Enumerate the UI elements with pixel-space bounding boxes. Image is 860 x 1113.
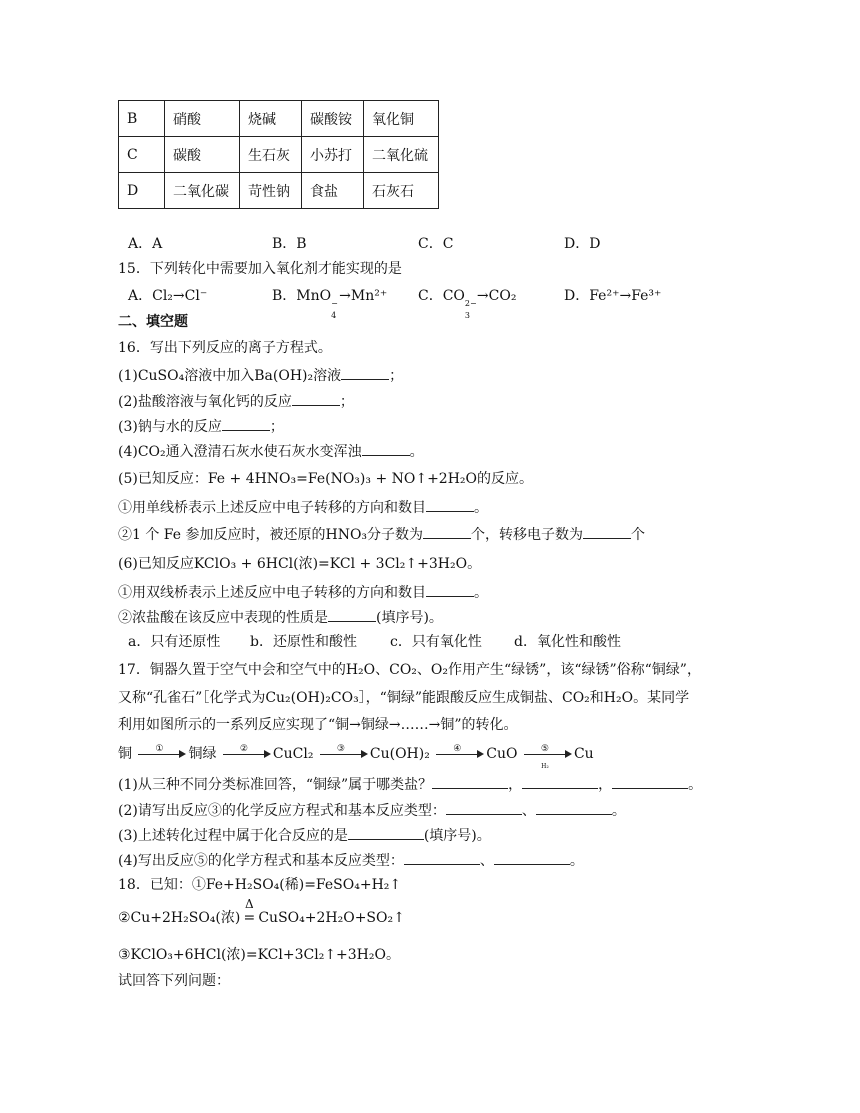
options-table — [118, 100, 439, 209]
q16-part6-2: ②浓盐酸在该反应中表现的性质是 (填序号)。 — [118, 607, 443, 628]
table-cell: 石灰石 — [364, 173, 439, 209]
choice-a: a．只有还原性 — [128, 634, 221, 650]
q16-part5-2: ②1 个 Fe 参加反应时，被还原的HNO₃分子数为 个，转移电子数为 个 — [118, 524, 645, 545]
q15-option-c: C．CO 2− 3 →CO₂ — [418, 288, 517, 320]
table-row — [119, 101, 439, 137]
table-cell: 生石灰 — [240, 137, 302, 173]
q16-part5-1: ①用单线桥表示上述反应中电子转移的方向和数目 。 — [118, 497, 488, 518]
answer-blank[interactable] — [341, 365, 389, 380]
answer-blank[interactable] — [446, 800, 522, 815]
table-cell: 氧化铜 — [364, 101, 439, 137]
answer-blank[interactable] — [328, 607, 376, 622]
q18-line2: ②Cu+2H₂SO₄(浓) Δ = CuSO₄+2H₂O+SO₂↑ — [118, 897, 405, 926]
table-cell: 二氧化碳 — [165, 173, 240, 209]
q15-option-a: A．Cl₂→Cl⁻ — [128, 288, 208, 304]
q17-line3: 利用如图所示的一系列反应实现了“铜→铜绿→……→铜”的转化。 — [118, 717, 518, 733]
answer-blank[interactable] — [583, 524, 631, 539]
q16-part4: (4)CO₂通入澄清石灰水使石灰水变浑浊 。 — [118, 441, 424, 462]
q17-line2: 又称“孔雀石”［化学式为Cu₂(OH)₂CO₃］，“铜绿”能跟酸反应生成铜盐、CO₂和H₂O。某同学 — [118, 690, 690, 706]
table-cell: B — [119, 101, 165, 137]
q17-part1: (1)从三种不同分类标准回答，“铜绿”属于哪类盐？ ， ， 。 — [118, 774, 702, 795]
q17-part2: (2)请写出反应③的化学反应方程式和基本反应类型： 、 。 — [118, 800, 626, 821]
answer-blank[interactable] — [522, 774, 598, 789]
answer-blank[interactable] — [423, 524, 471, 539]
answer-blank[interactable] — [348, 825, 424, 840]
q18-line4: 试回答下列问题： — [118, 973, 230, 989]
reaction-arrow: ① — [138, 748, 186, 760]
answer-blank[interactable] — [426, 582, 474, 597]
q15-option-b: B．MnO − 4 →Mn²⁺ — [272, 288, 388, 320]
answer-blank[interactable] — [222, 416, 270, 431]
table-cell: 苛性钠 — [240, 173, 302, 209]
reaction-arrow: ③ — [320, 748, 368, 760]
choice-c: c．只有氧化性 — [390, 634, 482, 650]
option-d: D．D — [564, 236, 601, 252]
q16-part1: (1)CuSO₄溶液中加入Ba(OH)₂溶液 ； — [118, 365, 403, 386]
choice-d: d．氧化性和酸性 — [514, 634, 621, 650]
reaction-arrow: ④ — [436, 748, 484, 760]
choice-b: b．还原性和酸性 — [250, 634, 357, 650]
answer-blank[interactable] — [536, 800, 612, 815]
answer-blank[interactable] — [494, 850, 570, 865]
reaction-arrow: ⑤ H₂ — [524, 748, 572, 760]
q17-part3: (3)上述转化过程中属于化合反应的是 (填序号)。 — [118, 825, 491, 846]
q16-stem: 16．写出下列反应的离子方程式。 — [118, 340, 332, 356]
table-cell: D — [119, 173, 165, 209]
table-cell: 食盐 — [302, 173, 364, 209]
option-a: A．A — [128, 236, 163, 252]
q17-line1: 17．铜器久置于空气中会和空气中的H₂O、CO₂、O₂作用产生“绿锈”，该“绿锈”俗称“铜绿”， — [118, 662, 701, 678]
q18-line3: ③KClO₃+6HCl(浓)=KCl+3Cl₂↑+3H₂O。 — [118, 947, 400, 963]
q15-option-d: D．Fe²⁺→Fe³⁺ — [564, 288, 662, 304]
table-cell: 硝酸 — [165, 101, 240, 137]
q16-part6-1: ①用双线桥表示上述反应中电子转移的方向和数目 。 — [118, 582, 488, 603]
table-cell: 碳酸 — [165, 137, 240, 173]
table-cell: 二氧化硫 — [364, 137, 439, 173]
option-c: C．C — [418, 236, 454, 252]
q15-stem: 15．下列转化中需要加入氧化剂才能实现的是 — [118, 261, 402, 277]
q17-part4: (4)写出反应⑤的化学方程式和基本反应类型： 、 。 — [118, 850, 584, 871]
table-cell: 碳酸铵 — [302, 101, 364, 137]
answer-blank[interactable] — [404, 850, 480, 865]
answer-blank[interactable] — [426, 497, 474, 512]
q16-part2: (2)盐酸溶液与氧化钙的反应 ； — [118, 391, 354, 412]
q18-line1: 18．已知：①Fe+H₂SO₄(稀)=FeSO₄+H₂↑ — [118, 877, 402, 893]
table-cell: 小苏打 — [302, 137, 364, 173]
option-b: B．B — [272, 236, 307, 252]
q16-part3: (3)钠与水的反应 ； — [118, 416, 284, 437]
section-title: 二、填空题 — [118, 314, 188, 330]
answer-blank[interactable] — [432, 774, 508, 789]
table-row — [119, 173, 439, 209]
reaction-arrow: ② — [223, 748, 271, 760]
table-cell: 烧碱 — [240, 101, 302, 137]
reaction-chain: 铜 ① 铜绿 ② CuCl₂ ③ Cu(OH)₂ ④ CuO ⑤ H₂ Cu — [118, 744, 594, 770]
table-cell: C — [119, 137, 165, 173]
q16-part6: (6)已知反应KClO₃ + 6HCl(浓)=KCl + 3Cl₂↑+3H₂O。 — [118, 556, 482, 572]
q16-part5: (5)已知反应：Fe + 4HNO₃=Fe(NO₃)₃ + NO↑+2H₂O的反应。 — [118, 471, 534, 487]
answer-blank[interactable] — [362, 441, 410, 456]
answer-blank[interactable] — [612, 774, 688, 789]
answer-blank[interactable] — [292, 391, 340, 406]
table-row — [119, 137, 439, 173]
